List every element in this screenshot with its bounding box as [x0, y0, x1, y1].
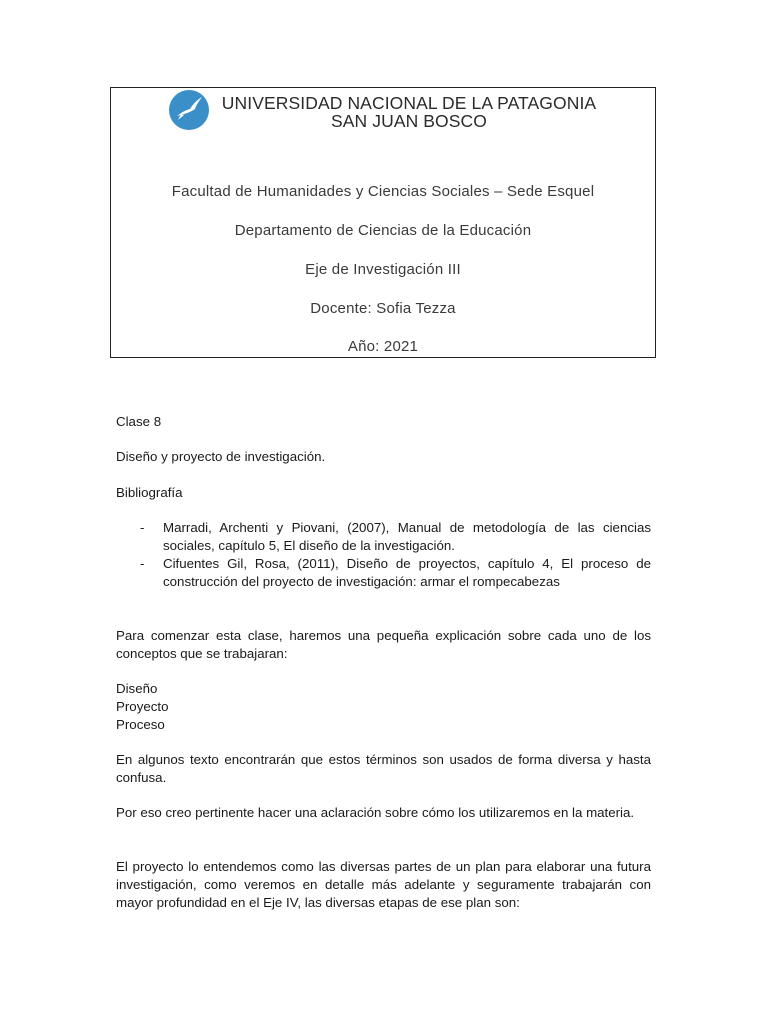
topic-title: Diseño y proyecto de investigación. [116, 449, 326, 464]
class-title: Clase 8 [116, 414, 162, 429]
course-line: Eje de Investigación III [305, 261, 461, 278]
concept-list [116, 680, 651, 734]
bibliography-item-text: Marradi, Archenti y Piovani, (2007), Manual de metodología de las ciencias sociales, capítulo 5, El diseño de la investigación. [163, 520, 651, 553]
concept-item: Proceso [116, 717, 165, 732]
faculty-line: Facultad de Humanidades y Ciencias Sociales – Sede Esquel [171, 183, 595, 200]
bibliography-heading: Bibliografía [116, 485, 183, 500]
paragraph-terms: En algunos texto encontrarán que estos términos son usados de forma diversa y hasta confusa. [116, 752, 651, 785]
bibliography-item [116, 555, 651, 591]
bibliography-item-text: Cifuentes Gil, Rosa, (2011), Diseño de proyectos, capítulo 4, El proceso de construcción del proyecto de investigación: armar el rompecabezas [163, 556, 651, 589]
teacher-line: Docente: Sofia Tezza [310, 300, 456, 317]
bibliography-list [116, 519, 651, 591]
concept-item: Proyecto [116, 699, 169, 714]
document-header [110, 87, 656, 358]
bibliography-item [116, 519, 651, 555]
university-logo-icon [168, 89, 210, 131]
bullet-dash: - [140, 556, 145, 571]
paragraph-project: El proyecto lo entendemos como las diversas partes de un plan para elaborar una futura investigación, como veremos en detalle más adelante y seguramente trabajarán con mayor profundidad en el Eje IV, las diversas etapas de ese plan son: [116, 859, 651, 910]
university-name [219, 94, 599, 130]
intro-paragraph: Para comenzar esta clase, haremos una pequeña explicación sobre cada uno de los conceptos que se trabajaran: [116, 628, 651, 661]
paragraph-clarification: Por eso creo pertinente hacer una aclaración sobre cómo los utilizaremos en la materia. [116, 805, 635, 820]
concept-item: Diseño [116, 681, 158, 696]
year-line: Año: 2021 [347, 338, 419, 355]
bullet-dash: - [140, 520, 145, 535]
department-line: Departamento de Ciencias de la Educación [234, 222, 532, 239]
university-name-line1: UNIVERSIDAD NACIONAL DE LA PATAGONIA [221, 93, 597, 113]
university-name-line2: SAN JUAN BOSCO [330, 111, 487, 131]
